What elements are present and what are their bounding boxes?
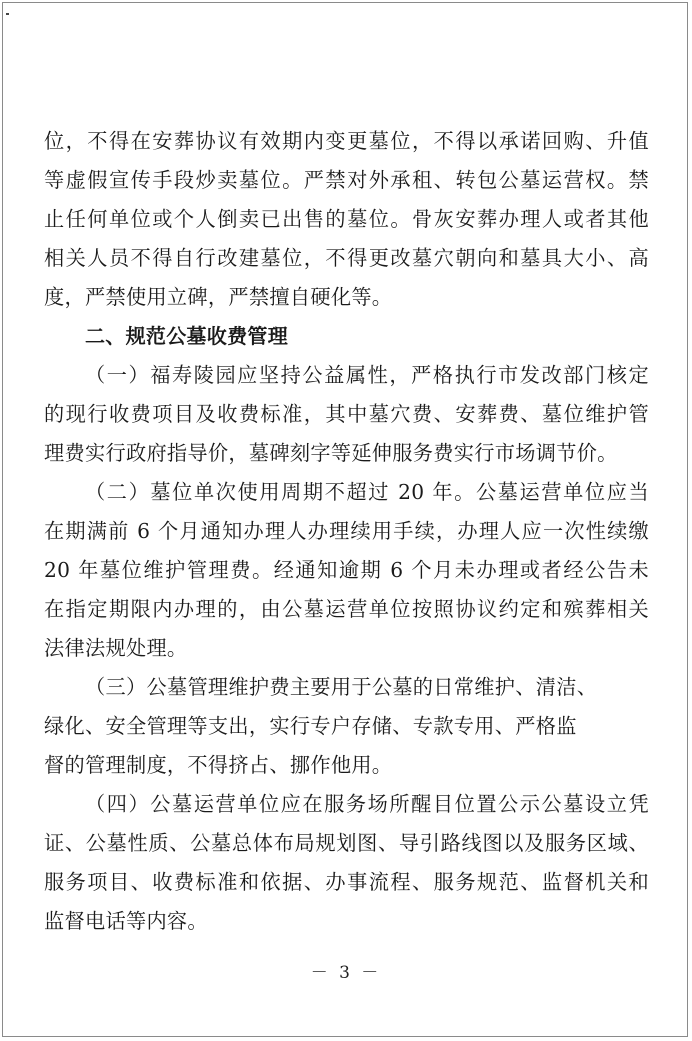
section-heading: 二、规范公墓收费管理 — [85, 324, 288, 348]
paragraph-line: （一）福寿陵园应坚持公益属性，严格执行市发改部门核定 — [85, 363, 649, 387]
paragraph-line: 在期满前 6 个月通知办理人办理续用手续，办理人应一次性续缴 — [44, 519, 649, 543]
paragraph-line: 督的管理制度，不得挤占、挪作他用。 — [44, 753, 393, 777]
paragraph-line: 监督电话等内容。 — [44, 909, 208, 933]
text-line: 相关人员不得自行改建墓位，不得更改墓穴朝向和墓具大小、高 — [44, 246, 649, 270]
paragraph-line: 绿化、安全管理等支出，实行专户存储、专款专用、严格监 — [44, 714, 577, 738]
text-line: 位，不得在安葬协议有效期内变更墓位，不得以承诺回购、升值 — [44, 129, 649, 153]
paragraph-line: （二）墓位单次使用周期不超过 20 年。公墓运营单位应当 — [85, 480, 649, 504]
paragraph-line: 服务项目、收费标准和依据、办事流程、服务规范、监督机关和 — [44, 870, 649, 894]
page-number: － 3 － — [310, 963, 382, 983]
text-line: 等虚假宣传手段炒卖墓位。严禁对外承租、转包公墓运营权。禁 — [44, 168, 649, 192]
paragraph-line: 20 年墓位维护管理费。经通知逾期 6 个月未办理或者经公告未 — [44, 558, 649, 582]
paragraph-line: （三）公墓管理维护费主要用于公墓的日常维护、清洁、 — [85, 675, 598, 699]
text-line: 度，严禁使用立碑，严禁擅自硬化等。 — [44, 285, 393, 309]
text-line: 止任何单位或个人倒卖已出售的墓位。骨灰安葬办理人或者其他 — [44, 207, 649, 231]
paragraph-line: 的现行收费项目及收费标准，其中墓穴费、安葬费、墓位维护管 — [44, 402, 649, 426]
paragraph-line: 理费实行政府指导价，墓碑刻字等延伸服务费实行市场调节价。 — [44, 441, 618, 465]
paragraph-line: 法律法规处理。 — [44, 636, 188, 660]
scan-mark — [6, 13, 9, 15]
paragraph-line: （四）公墓运营单位应在服务场所醒目位置公示公墓设立凭 — [85, 792, 649, 816]
paragraph-line: 证、公墓性质、公墓总体布局规划图、导引路线图以及服务区域、 — [44, 831, 649, 855]
document-body — [44, 122, 649, 941]
paragraph-line: 在指定期限内办理的，由公墓运营单位按照协议约定和殡葬相关 — [44, 597, 649, 621]
